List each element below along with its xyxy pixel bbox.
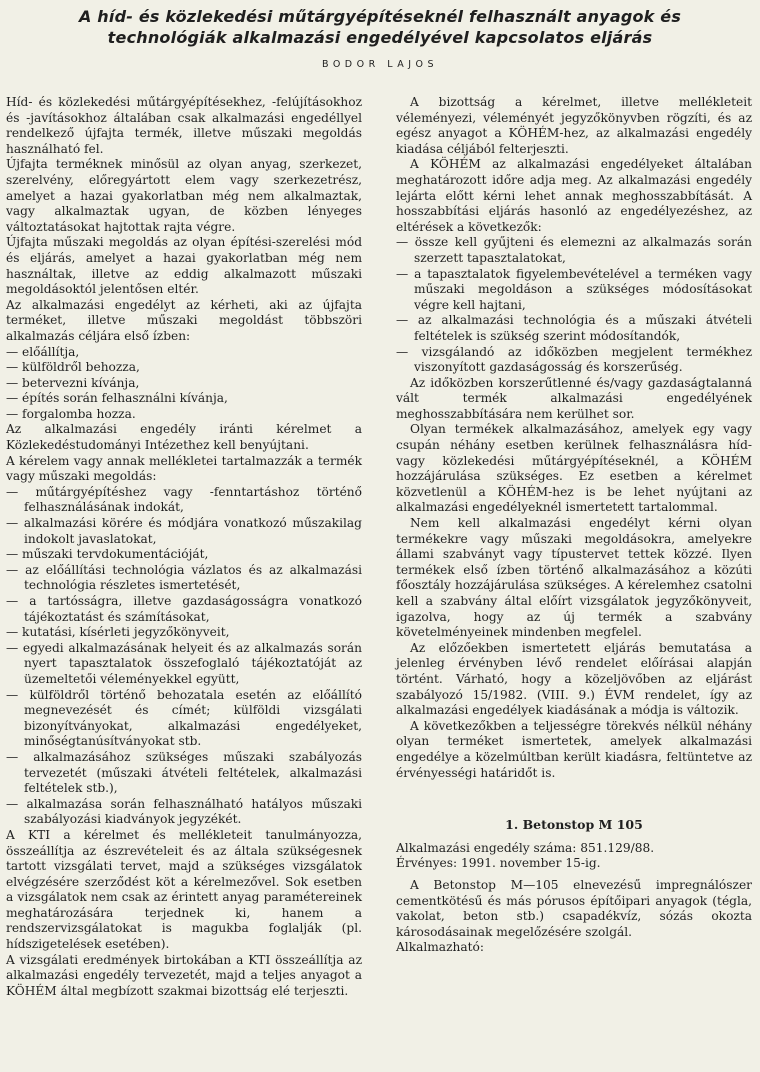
article-title [0,6,760,48]
list-item: — alkalmazásához szükséges műszaki szabályozás tervezetét (műszaki átvételi feltételek, alkalmazási feltételek stb.), [6,749,362,796]
paragraph: A bizottság a kérelmet, illetve mellékleteit véleményezi, véleményét jegyzőkönyvben rögzíti, és az egész anyagot a KÖHÉM-hez, az alkalmazási engedély kiadása céljából felterjeszti. [396,95,752,156]
paragraph: Az előzőekben ismertetett eljárás bemutatása a jelenleg érvényben lévő rendelet előírásai alapján történt. Várható, hogy a közeljövőben az eljárást szabályozó 15/1982. (VIII. 9.) ÉVM rendelet, így az alkalmazási engedélyek kiadásának a módja is változik. [396,640,752,718]
list-item: — alkalmazási körére és módjára vonatkozó műszakilag indokolt javaslatokat, [6,516,362,546]
license-number: Alkalmazási engedély száma: 851.129/88. [396,840,655,855]
paragraph: Újfajta terméknek minősül az olyan anyag, szerkezet, szerelvény, előregyártott elem vagy szerkezetrész, amelyet a hazai gyakorlatban még nem alkalmaztak, vagy alkalmaztak ugyan, de közben lényeges változtatásokat hajtottak rajta végre. [6,157,362,234]
list-item: — előállítja, [6,344,80,359]
list-item: — a tartósságra, illetve gazdaságosságra vonatkozó tájékoztatást és számításokat, [6,594,362,624]
paragraph: Az alkalmazási engedélyt az kérheti, aki az újfajta terméket, illetve műszaki megoldást többszöri alkalmazás céljára első ízben: [6,297,362,343]
title-line-1: A híd- és közlekedési műtárgyépítéseknél felhasznált anyagok és [78,7,682,26]
paragraph: Híd- és közlekedési műtárgyépítésekhez, -felújításokhoz és -javításokhoz általában csak alkalmazási engedéllyel rendelkező újfajta termék, illetve műszaki megoldás használható fel. [6,95,362,156]
list-item: — betervezni kívánja, [6,375,140,390]
list-item: — vizsgálandó az időközben megjelent termékhez viszonyított gazdaságosság és korszerűség. [396,344,752,375]
paragraph: A Betonstop M—105 elnevezésű impregnálószer cementkötésű és más pórusos építőipari anyagok (tégla, vakolat, beton stb.) csapadékvíz, sózás okozta károsodásainak megelőzésére szolgál. [396,877,752,939]
list-item: — műtárgyépítéshez vagy -fenntartáshoz történő felhasználásának indokát, [6,484,362,515]
list-item: — alkalmazása során felhasználható hatályos műszaki szabályozási kiadványok jegyzékét. [6,796,362,827]
paragraph: Olyan termékek alkalmazásához, amelyek egy vagy csupán néhány esetben kerülnek felhasználásra híd- vagy közlekedési műtárgyépítéseknél, a KÖHÉM hozzájárulása szükséges. Ez esetben a kérelmet közvetlenül a KÖHÉM-hez is be lehet nyújtani az alkalmazási engedélyeknél ismertetett tartalommal. [396,422,752,515]
list-item: — össze kell gyűjteni és elemezni az alkalmazás során szerzett tapasztalatokat, [396,235,752,265]
list-item: — építés során felhasználni kívánja, [6,391,228,406]
paragraph: Újfajta műszaki megoldás az olyan építési-szerelési mód és eljárás, amelyet a hazai gyakorlatban még nem használtak, illetve az eddig alkalmazott műszaki megoldásoktól jelentősen eltér. [6,235,362,297]
list-item: — műszaki tervdokumentációját, [6,547,209,562]
paragraph: A következőkben a teljességre törekvés nélkül néhány olyan terméket ismertetek, amelyek alkalmazási engedélye a közelmúltban került kiadásra, feltüntetve az érvényességi határidőt is. [396,718,752,780]
list-item: — egyedi alkalmazásának helyeit és az alkalmazás során nyert tapasztalatok összefoglaló tájékoztatóját az üzemeltetői véleményekkel együtt, [6,640,362,686]
section-heading: 1. Betonstop M 105 [505,817,643,833]
paragraph: Alkalmazható: [396,940,484,955]
paragraph: A kérelem vagy annak mellékletei tartalmazzák a termék vagy műszaki megoldás: [6,453,362,484]
list-item: — az alkalmazási technológia és a műszaki átvételi feltételek is szükség szerint módosítandók, [396,313,752,343]
left-column [6,95,362,999]
title-line-2: technológiák alkalmazási engedélyével kapcsolatos eljárás [107,28,653,47]
list-item: — külföldről történő behozatala esetén az előállító megnevezését és címét; külföldi vizsgálati bizonyítványokat, alkalmazási engedélyeket, minőségtanúsítványokat stb. [6,687,362,749]
author-name: BODOR LAJOS [321,59,439,70]
right-column [396,95,752,956]
validity-date: Érvényes: 1991. november 15-ig. [396,856,601,871]
list-item: — forgalomba hozza. [6,406,136,421]
paragraph: Az alkalmazási engedély iránti kérelmet a Közlekedéstudományi Intézethez kell benyújtani. [6,422,362,453]
list-item: — kutatási, kísérleti jegyzőkönyveit, [6,625,230,640]
paragraph: Az időközben korszerűtlenné és/vagy gazdaságtalanná vált termék alkalmazási engedélyének meghosszabbítására nem kerülhet sor. [396,375,752,421]
list-item: — az előállítási technológia vázlatos és az alkalmazási technológia részletes ismertetését, [6,562,362,593]
paragraph: A vizsgálati eredmények birtokában a KTI összeállítja az alkalmazási engedély tervezetét, majd a teljes anyagot a KÖHÉM által megbízott szakmai bizottság elé terjeszti. [6,952,362,998]
paragraph: Nem kell alkalmazási engedélyt kérni olyan termékekre vagy műszaki megoldásokra, amelyekre állami szabványt vagy típustervet tettek közzé. Ilyen termékek első ízben történő alkalmazásához a közúti főosztály hozzájárulása szükséges. A kérelemhez csatolni kell a szabvány által előírt vizsgálatok jegyzőkönyveit, igazolva, hogy az új termék a szabvány követelményeinek mindenben megfelel. [396,516,752,640]
paragraph: A KTI a kérelmet és mellékleteit tanulmányozza, összeállítja az észrevételeit és az általa szükségesnek tartott vizsgálati tervet, majd a szükséges vizsgálatok elvégzésére szerződést köt a kérelmezővel. Sok esetben a vizsgálatok nem csak az érintett anyag paramétereinek meghatározására terjednek ki, hanem a rendszervizsgálatokat is magukba foglalják (pl. hídszigetelések esetében). [6,827,362,952]
paragraph: A KÖHÉM az alkalmazási engedélyeket általában meghatározott időre adja meg. Az alkalmazási engedély lejárta előtt kérni lehet annak meghosszabbítását. A hosszabbítási eljárás hasonló az engedélyezéshez, az eltérések a következők: [396,157,752,234]
list-item: — külföldről behozza, [6,360,140,375]
list-item: — a tapasztalatok figyelembevételével a terméken vagy műszaki megoldáson a szükséges módosításokat végre kell hajtani, [396,266,752,312]
